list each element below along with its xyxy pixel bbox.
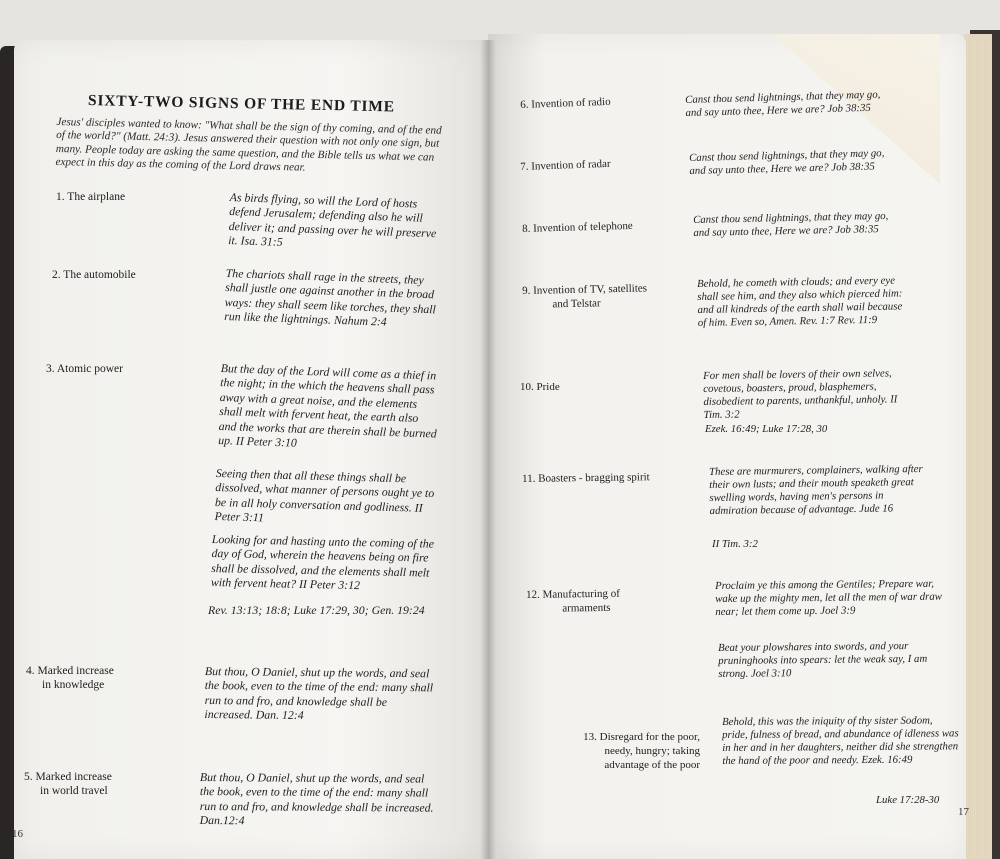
item-label: Invention of radio	[531, 95, 611, 111]
item-number: 12.	[526, 588, 540, 601]
item-number: 1.	[56, 191, 65, 203]
verse-11: Behold, he cometh with clouds; and every eye shall see him, and they also which pierced him: and all kindreds of the earth shall wail because of him. Even so, Amen. Rev. 1:7 Rev. 11:9	[697, 274, 903, 329]
sign-item-10	[520, 380, 560, 394]
item-number: 11.	[522, 472, 536, 485]
item-label: Invention of radar	[531, 157, 611, 173]
verse-14: Proclaim ye this among the Gentiles; Prepare war, wake up the mighty men, let all the men of war draw near; let them come up. Joel 3:9	[715, 577, 942, 618]
page-number-right: 17	[958, 806, 969, 818]
page-edges	[964, 34, 992, 859]
verse-1: As birds flying, so will the Lord of hosts defend Jerusalem; defending also he will deliver it; and passing over he will preserve it. Isa. 31:5	[228, 190, 437, 250]
verse-8: Canst thou send lightnings, that they may go, and say unto thee, Here we are? Job 38:35	[685, 88, 881, 119]
verse-6: But thou, O Daniel, shut up the words, and seal the book, even to the time of the end: many shall run to and fro, and knowledge shall be increased. Dan. 12:4	[204, 664, 434, 723]
item-label: Disregard for the poor,	[599, 731, 700, 743]
item-label: Marked increase	[37, 665, 114, 677]
sign-item-11	[522, 470, 650, 486]
item-label: Manufacturing of	[542, 587, 620, 601]
verse-7: But thou, O Daniel, shut up the words, and seal the book, even to the time of the end: many shall run to and fro, and knowledge shall be increased. Dan.12:4	[199, 770, 434, 828]
verse-10: Canst thou send lightnings, that they may go, and say unto thee, Here we are? Job 38:35	[693, 209, 889, 239]
verse-3: But the day of the Lord will come as a thief in the night; in the which the heavens shall pass away with a great noise, and the elements shall melt with fervent heat, the earth also and the works that are therein shall be burned up. II Peter 3:10	[217, 361, 437, 450]
item-number: 4.	[26, 665, 35, 677]
item-number: 5.	[24, 771, 33, 783]
verse-12: For men shall be lovers of their own selves, covetous, boasters, proud, blasphemers, disobedient to parents, unthankful, unholy. II Tim. 3:2	[703, 367, 898, 421]
item-label: The airplane	[67, 191, 126, 203]
sign-item-12	[526, 587, 620, 616]
verse-5: Looking for and hasting unto the coming of the day of God, wherein the heavens being on fire shall be dissolved, and the elements shall melt with fervent heat? II Peter 3:12	[210, 532, 435, 593]
item-number: 2.	[52, 269, 61, 281]
sign-item-9	[522, 281, 647, 312]
page-number-left: 16	[12, 828, 23, 840]
item-label: Pride	[536, 381, 560, 393]
item-label-line3: advantage of the poor	[604, 759, 700, 771]
item-label: Marked increase	[35, 771, 112, 783]
verse-9: Canst thou send lightnings, that they may go, and say unto thee, Here we are? Job 38:35	[689, 147, 885, 177]
item-label: Invention of telephone	[533, 219, 633, 235]
item-label-line2: in world travel	[40, 785, 108, 797]
verse-2: The chariots shall rage in the streets, they shall justle one against another in the broad ways: they shall seem like torches, they shall run like the lightnings. Nahum 2:4	[224, 266, 437, 329]
verse-16: Behold, this was the iniquity of thy sister Sodom, pride, fulness of bread, and abundance of idleness was in her and in her daughters, neither did she strengthen the hand of the poor and needy. Ezek. 16:49	[722, 714, 959, 767]
item-number: 9.	[522, 284, 531, 297]
item-number: 13.	[583, 731, 597, 743]
verse-15: Beat your plowshares into swords, and your pruninghooks into spears: let the weak say, I am strong. Joel 3:10	[718, 640, 928, 680]
sign-item-2	[52, 268, 136, 282]
item-number: 8.	[522, 222, 531, 235]
verse-13: These are murmurers, complainers, walking after their own lusts; and their mouth speaketh great swelling words, having men's persons in admiration because of advantage. Jude 16	[709, 463, 923, 517]
sign-item-13	[528, 730, 700, 772]
verse-16-refs: Luke 17:28-30	[876, 794, 940, 806]
sign-item-4	[26, 664, 114, 692]
item-label: Invention of TV, satellites	[533, 282, 648, 297]
item-number: 10.	[520, 381, 534, 393]
sign-item-3	[46, 362, 123, 376]
item-number: 7.	[520, 160, 529, 173]
verse-13-refs: II Tim. 3:2	[712, 538, 758, 550]
item-label-line2: and Telstar	[552, 297, 601, 311]
item-number: 6.	[520, 98, 529, 111]
book-gutter	[480, 40, 496, 859]
verse-12-refs: Ezek. 16:49; Luke 17:28, 30	[705, 423, 828, 435]
verse-5-refs: Rev. 13:13; 18:8; Luke 17:29, 30; Gen. 19:24	[208, 603, 425, 617]
verse-4: Seeing then that all these things shall be dissolved, what manner of persons ought ye to be in all holy conversation and godliness. II Peter 3:11	[214, 466, 435, 525]
page-title: SIXTY-TWO SIGNS OF THE END TIME	[87, 92, 396, 116]
item-number: 3.	[46, 363, 55, 375]
item-label-line2: needy, hungry; taking	[604, 745, 700, 757]
item-label: Atomic power	[56, 363, 123, 375]
intro-paragraph: Jesus' disciples wanted to know: "What shall be the sign of thy coming, and of the end of the world?" (Matt. 24:3). Jesus answered their question with not only one sign, but many. People today are asking the same question, and the Bible tells us what we can expect in this day as the coming of the Lord draws near.	[55, 116, 442, 174]
item-label: The automobile	[63, 269, 136, 281]
item-label-line2: in knowledge	[42, 679, 105, 691]
item-label: Boasters - bragging spirit	[538, 471, 650, 485]
sign-item-5	[24, 770, 112, 798]
sign-item-1	[56, 190, 125, 204]
item-label-line2: armaments	[562, 601, 611, 615]
